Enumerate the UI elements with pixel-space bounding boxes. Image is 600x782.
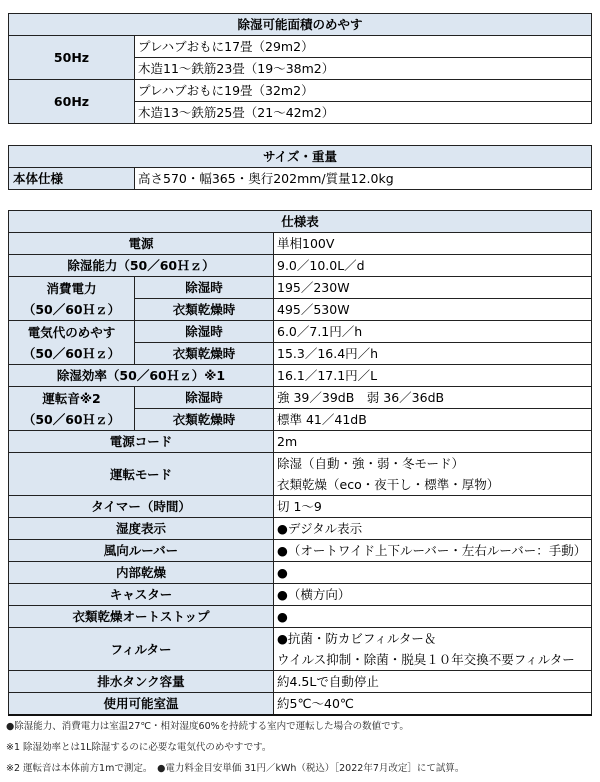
size-weight-table (8, 145, 592, 190)
spec-row-power-consumption-dehumidify (9, 277, 592, 299)
noise-value-dehumidify: 強 39／39dB 弱 36／36dB (274, 387, 592, 409)
auto-stop-label: 衣類乾燥オートストップ (9, 606, 274, 628)
electricity-cost-label-line1: 電気代のめやす (27, 324, 116, 340)
internal-dry-label: 内部乾燥 (9, 562, 274, 584)
power-cord-label: 電源コード (9, 431, 274, 453)
power-consumption-label-line1: 消費電力 (46, 280, 97, 296)
operation-mode-value (274, 453, 592, 496)
spec-table (8, 210, 592, 716)
noise-mode-laundry: 衣類乾燥時 (135, 409, 274, 431)
spec-row-filter (9, 628, 592, 671)
operation-mode-value-line1: 除湿（自動・強・弱・冬モード） (277, 456, 465, 471)
power-consumption-label (9, 277, 135, 321)
electricity-cost-mode-dehumidify: 除湿時 (135, 321, 274, 343)
spec-row-auto-stop (9, 606, 592, 628)
operating-temp-label: 使用可能室温 (9, 693, 274, 716)
spec-row-internal-dry (9, 562, 592, 584)
power-consumption-value-laundry: 495／530W (274, 299, 592, 321)
caster-label: キャスター (9, 584, 274, 606)
internal-dry-value: ● (274, 562, 592, 584)
footnote-conditions: ●除湿能力、消費電力は室温27℃・相対湿度60%を持続する室内で運転した場合の数値です。 (6, 721, 409, 732)
filter-label: フィルター (9, 628, 274, 671)
footnote-efficiency: ※1 除湿効率とは1L除湿するのに必要な電気代のめやすです。 (6, 742, 272, 753)
spec-row-humidity-display (9, 518, 592, 540)
dehumidify-efficiency-value: 16.1／17.1円／L (274, 365, 592, 387)
body-spec-label: 本体仕様 (9, 168, 135, 190)
humidity-display-value: ●デジタル表示 (274, 518, 592, 540)
auto-stop-value: ● (274, 606, 592, 628)
power-cord-value: 2m (274, 431, 592, 453)
louver-value: ●（オートワイド上下ルーバー・左右ルーバー：手動） (274, 540, 592, 562)
louver-label: 風向ルーバー (9, 540, 274, 562)
electricity-cost-value-dehumidify: 6.0／7.1円／h (274, 321, 592, 343)
caster-value: ●（横方向） (274, 584, 592, 606)
power-consumption-mode-dehumidify: 除湿時 (135, 277, 274, 299)
timer-value: 切 1～9 (274, 496, 592, 518)
spec-row-power-source (9, 233, 592, 255)
operating-temp-value: 約5℃～40℃ (274, 693, 592, 716)
area-60hz-value-2: 木造13～鉄筋25畳（21～42m2） (135, 102, 592, 124)
spec-row-electricity-cost-dehumidify (9, 321, 592, 343)
noise-label-line1: 運転音※2 (42, 390, 101, 406)
spec-row-operating-temp (9, 693, 592, 716)
drain-tank-label: 排水タンク容量 (9, 671, 274, 693)
dehumidify-capacity-label: 除湿能力（50／60Ｈｚ） (9, 255, 274, 277)
power-consumption-label-line2: （50／60Ｈｚ） (22, 301, 121, 317)
area-60hz-value-1: プレハブおもに19畳（32m2） (135, 80, 592, 102)
spec-row-louver (9, 540, 592, 562)
spec-row-drain-tank (9, 671, 592, 693)
operation-mode-label: 運転モード (9, 453, 274, 496)
power-consumption-mode-laundry: 衣類乾燥時 (135, 299, 274, 321)
area-50hz-value-1: プレハブおもに17畳（29m2） (135, 36, 592, 58)
power-source-label: 電源 (9, 233, 274, 255)
filter-value-line2: ウイルス抑制・除菌・脱臭１０年交換不要フィルター (277, 652, 575, 667)
spec-row-caster (9, 584, 592, 606)
spec-row-noise-dehumidify (9, 387, 592, 409)
dehumidify-area-table (8, 13, 592, 124)
electricity-cost-mode-laundry: 衣類乾燥時 (135, 343, 274, 365)
electricity-cost-value-laundry: 15.3／16.4円／h (274, 343, 592, 365)
electricity-cost-label-line2: （50／60Ｈｚ） (22, 345, 121, 361)
footnotes (6, 716, 596, 779)
noise-label-line2: （50／60Ｈｚ） (22, 411, 121, 427)
spec-row-operation-mode (9, 453, 592, 496)
filter-value-line1: ●抗菌・防カビフィルター＆ (277, 631, 437, 646)
power-consumption-value-dehumidify: 195／230W (274, 277, 592, 299)
area-50hz-label: 50Hz (9, 36, 135, 80)
spec-table-title: 仕様表 (9, 211, 592, 233)
footnote-noise-price: ※2 運転音は本体前方1mで測定。 ●電力料金目安単価 31円／kWh（税込）［2022年7月改定］にて試算。 (6, 763, 465, 774)
power-source-value: 単相100V (274, 233, 592, 255)
dehumidify-capacity-value: 9.0／10.0L／d (274, 255, 592, 277)
spec-row-dehumidify-efficiency (9, 365, 592, 387)
spec-row-timer (9, 496, 592, 518)
operation-mode-value-line2: 衣類乾燥（eco・夜干し・標準・厚物） (277, 477, 500, 492)
spec-row-dehumidify-capacity (9, 255, 592, 277)
dehumidify-efficiency-label: 除湿効率（50／60Ｈｚ）※1 (9, 365, 274, 387)
timer-label: タイマー（時間） (9, 496, 274, 518)
area-table-title: 除湿可能面積のめやす (9, 14, 592, 36)
body-spec-value: 高さ570・幅365・奥行202mm/質量12.0kg (135, 168, 592, 190)
humidity-display-label: 湿度表示 (9, 518, 274, 540)
area-50hz-value-2: 木造11～鉄筋23畳（19～38m2） (135, 58, 592, 80)
drain-tank-value: 約4.5Lで自動停止 (274, 671, 592, 693)
noise-label (9, 387, 135, 431)
electricity-cost-label (9, 321, 135, 365)
filter-value (274, 628, 592, 671)
size-table-title: サイズ・重量 (9, 146, 592, 168)
noise-mode-dehumidify: 除湿時 (135, 387, 274, 409)
area-60hz-label: 60Hz (9, 80, 135, 124)
spec-row-power-cord (9, 431, 592, 453)
noise-value-laundry: 標準 41／41dB (274, 409, 592, 431)
